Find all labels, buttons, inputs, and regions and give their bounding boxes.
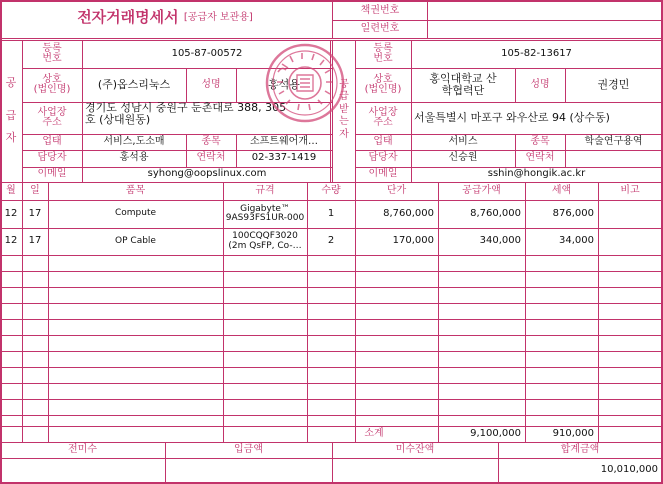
supplier-reg-no: 105-87-00572	[171, 47, 243, 59]
recipient-business-type-label: 업태	[373, 135, 393, 147]
row2-day: 17	[28, 235, 42, 247]
row1-supply-amount: 8,760,000	[470, 207, 521, 219]
supplier-business-item: 소프트웨어개…	[250, 135, 318, 147]
row1-qty: 1	[327, 207, 335, 219]
supplier-company: (주)옵스리눅스	[97, 78, 171, 92]
company-seal-stamp	[264, 42, 346, 124]
title-subtitle: [공급자 보관용]	[183, 11, 253, 23]
supplier-contact-label: 담당자	[37, 152, 67, 164]
row1-unit-price: 8,760,000	[383, 207, 434, 219]
recipient-contact-label: 담당자	[368, 152, 398, 164]
col-header-note: 비고	[620, 184, 640, 196]
row2-note	[598, 228, 662, 255]
rule-line	[0, 38, 663, 39]
supplier-reg-no-label: 등록 번호	[42, 42, 62, 64]
recipient-side-label: 공 급 받 는 자	[339, 78, 349, 140]
row2-unit-price: 170,000	[392, 235, 434, 247]
book-no-label: 책권번호	[360, 4, 400, 16]
recipient-contact: 신승원	[448, 152, 478, 164]
col-header-tax: 세액	[551, 184, 572, 196]
rule-line	[0, 383, 663, 384]
prev-balance-value	[0, 458, 165, 482]
recipient-name-label: 성명	[530, 78, 550, 90]
recipient-email: sshin@hongik.ac.kr	[487, 168, 586, 180]
document-title	[40, 4, 290, 32]
rule-line	[0, 303, 663, 304]
row2-month: 12	[4, 235, 18, 247]
payment-value	[165, 458, 332, 482]
row1-tax: 876,000	[552, 207, 594, 219]
rule-line	[0, 351, 663, 352]
rule-line	[0, 335, 663, 336]
supplier-business-type-label: 업태	[42, 135, 62, 147]
recipient-name: 권경민	[597, 78, 630, 92]
supplier-business-item-label: 종목	[201, 135, 221, 147]
rule-line	[0, 255, 663, 256]
subtotal-label: 소계	[364, 427, 384, 439]
supplier-side-label: 공 급 자	[5, 75, 17, 144]
recipient-reg-no: 105-82-13617	[501, 47, 572, 59]
supplier-name-label: 성명	[201, 78, 221, 90]
col-header-month: 월	[6, 184, 16, 196]
recipient-email-label: 이메일	[368, 168, 398, 180]
recipient-company-label: 상호 (법인명)	[364, 73, 402, 95]
unpaid-label: 미수잔액	[395, 443, 435, 455]
rule-line	[0, 415, 663, 416]
col-header-supply-amount: 공급가액	[462, 184, 501, 196]
recipient-business-item: 학술연구용역	[584, 135, 643, 147]
unpaid-value	[332, 458, 498, 482]
supplier-address-label: 사업장 주소	[37, 106, 67, 128]
recipient-business-item-label: 종목	[530, 135, 550, 147]
subtotal-tax: 910,000	[552, 427, 594, 439]
supplier-email-label: 이메일	[37, 168, 67, 180]
col-header-qty: 수량	[321, 184, 341, 196]
rule-line	[0, 287, 663, 288]
recipient-address-label: 사업장 주소	[368, 106, 398, 128]
row1-month: 12	[4, 207, 18, 219]
rule-line	[0, 399, 663, 400]
subtotal-supply: 9,100,000	[470, 427, 521, 439]
row2-item: OP Cable	[115, 235, 156, 246]
supplier-phone: 02-337-1419	[251, 152, 317, 164]
recipient-phone	[565, 150, 662, 167]
title-text: 전자거래명세서	[77, 8, 179, 27]
row1-item: Compute	[114, 208, 157, 219]
recipient-company: 홍익대학교 산 학협력단	[429, 72, 497, 97]
row2-qty: 2	[327, 235, 335, 247]
row1-spec: Gigabyte™ 9AS93FS1UR-000	[225, 203, 305, 223]
supplier-phone-label: 연락처	[196, 152, 226, 164]
total-label: 합계금액	[560, 443, 600, 455]
recipient-phone-label: 연락처	[525, 152, 555, 164]
col-header-unit-price: 단가	[386, 184, 407, 196]
prev-balance-label: 전미수	[68, 443, 97, 455]
rule-line	[0, 367, 663, 368]
row2-spec: 100CQQF3020 (2m QsFP, Co-…	[228, 231, 302, 251]
col-header-item: 품목	[125, 184, 146, 196]
row2-supply-amount: 340,000	[479, 235, 521, 247]
supplier-name: 홍석용	[268, 78, 300, 92]
recipient-reg-no-label: 등록 번호	[373, 42, 393, 64]
col-header-day: 일	[30, 184, 40, 196]
rule-line	[0, 271, 663, 272]
payment-label: 입금액	[234, 443, 263, 455]
row1-day: 17	[28, 207, 42, 219]
row1-note	[598, 200, 662, 228]
rule-line	[0, 319, 663, 320]
col-header-spec: 규격	[255, 184, 275, 196]
recipient-business-type: 서비스	[448, 135, 478, 147]
serial-no-label: 일련번호	[360, 22, 400, 34]
rule-line	[427, 0, 428, 38]
supplier-business-type: 서비스,도소매	[103, 135, 165, 147]
supplier-company-label: 상호 (법인명)	[33, 73, 71, 95]
row2-tax: 34,000	[559, 235, 594, 247]
supplier-email: syhong@oopslinux.com	[147, 168, 267, 180]
supplier-address: 경기도 성남시 중원구 둔촌대로 388, 305 호 (상대원동)	[85, 102, 287, 126]
recipient-address: 서울특별시 마포구 와우산로 94 (상수동)	[414, 111, 610, 125]
supplier-contact: 홍석용	[119, 152, 149, 164]
total-value: 10,010,000	[600, 463, 658, 475]
